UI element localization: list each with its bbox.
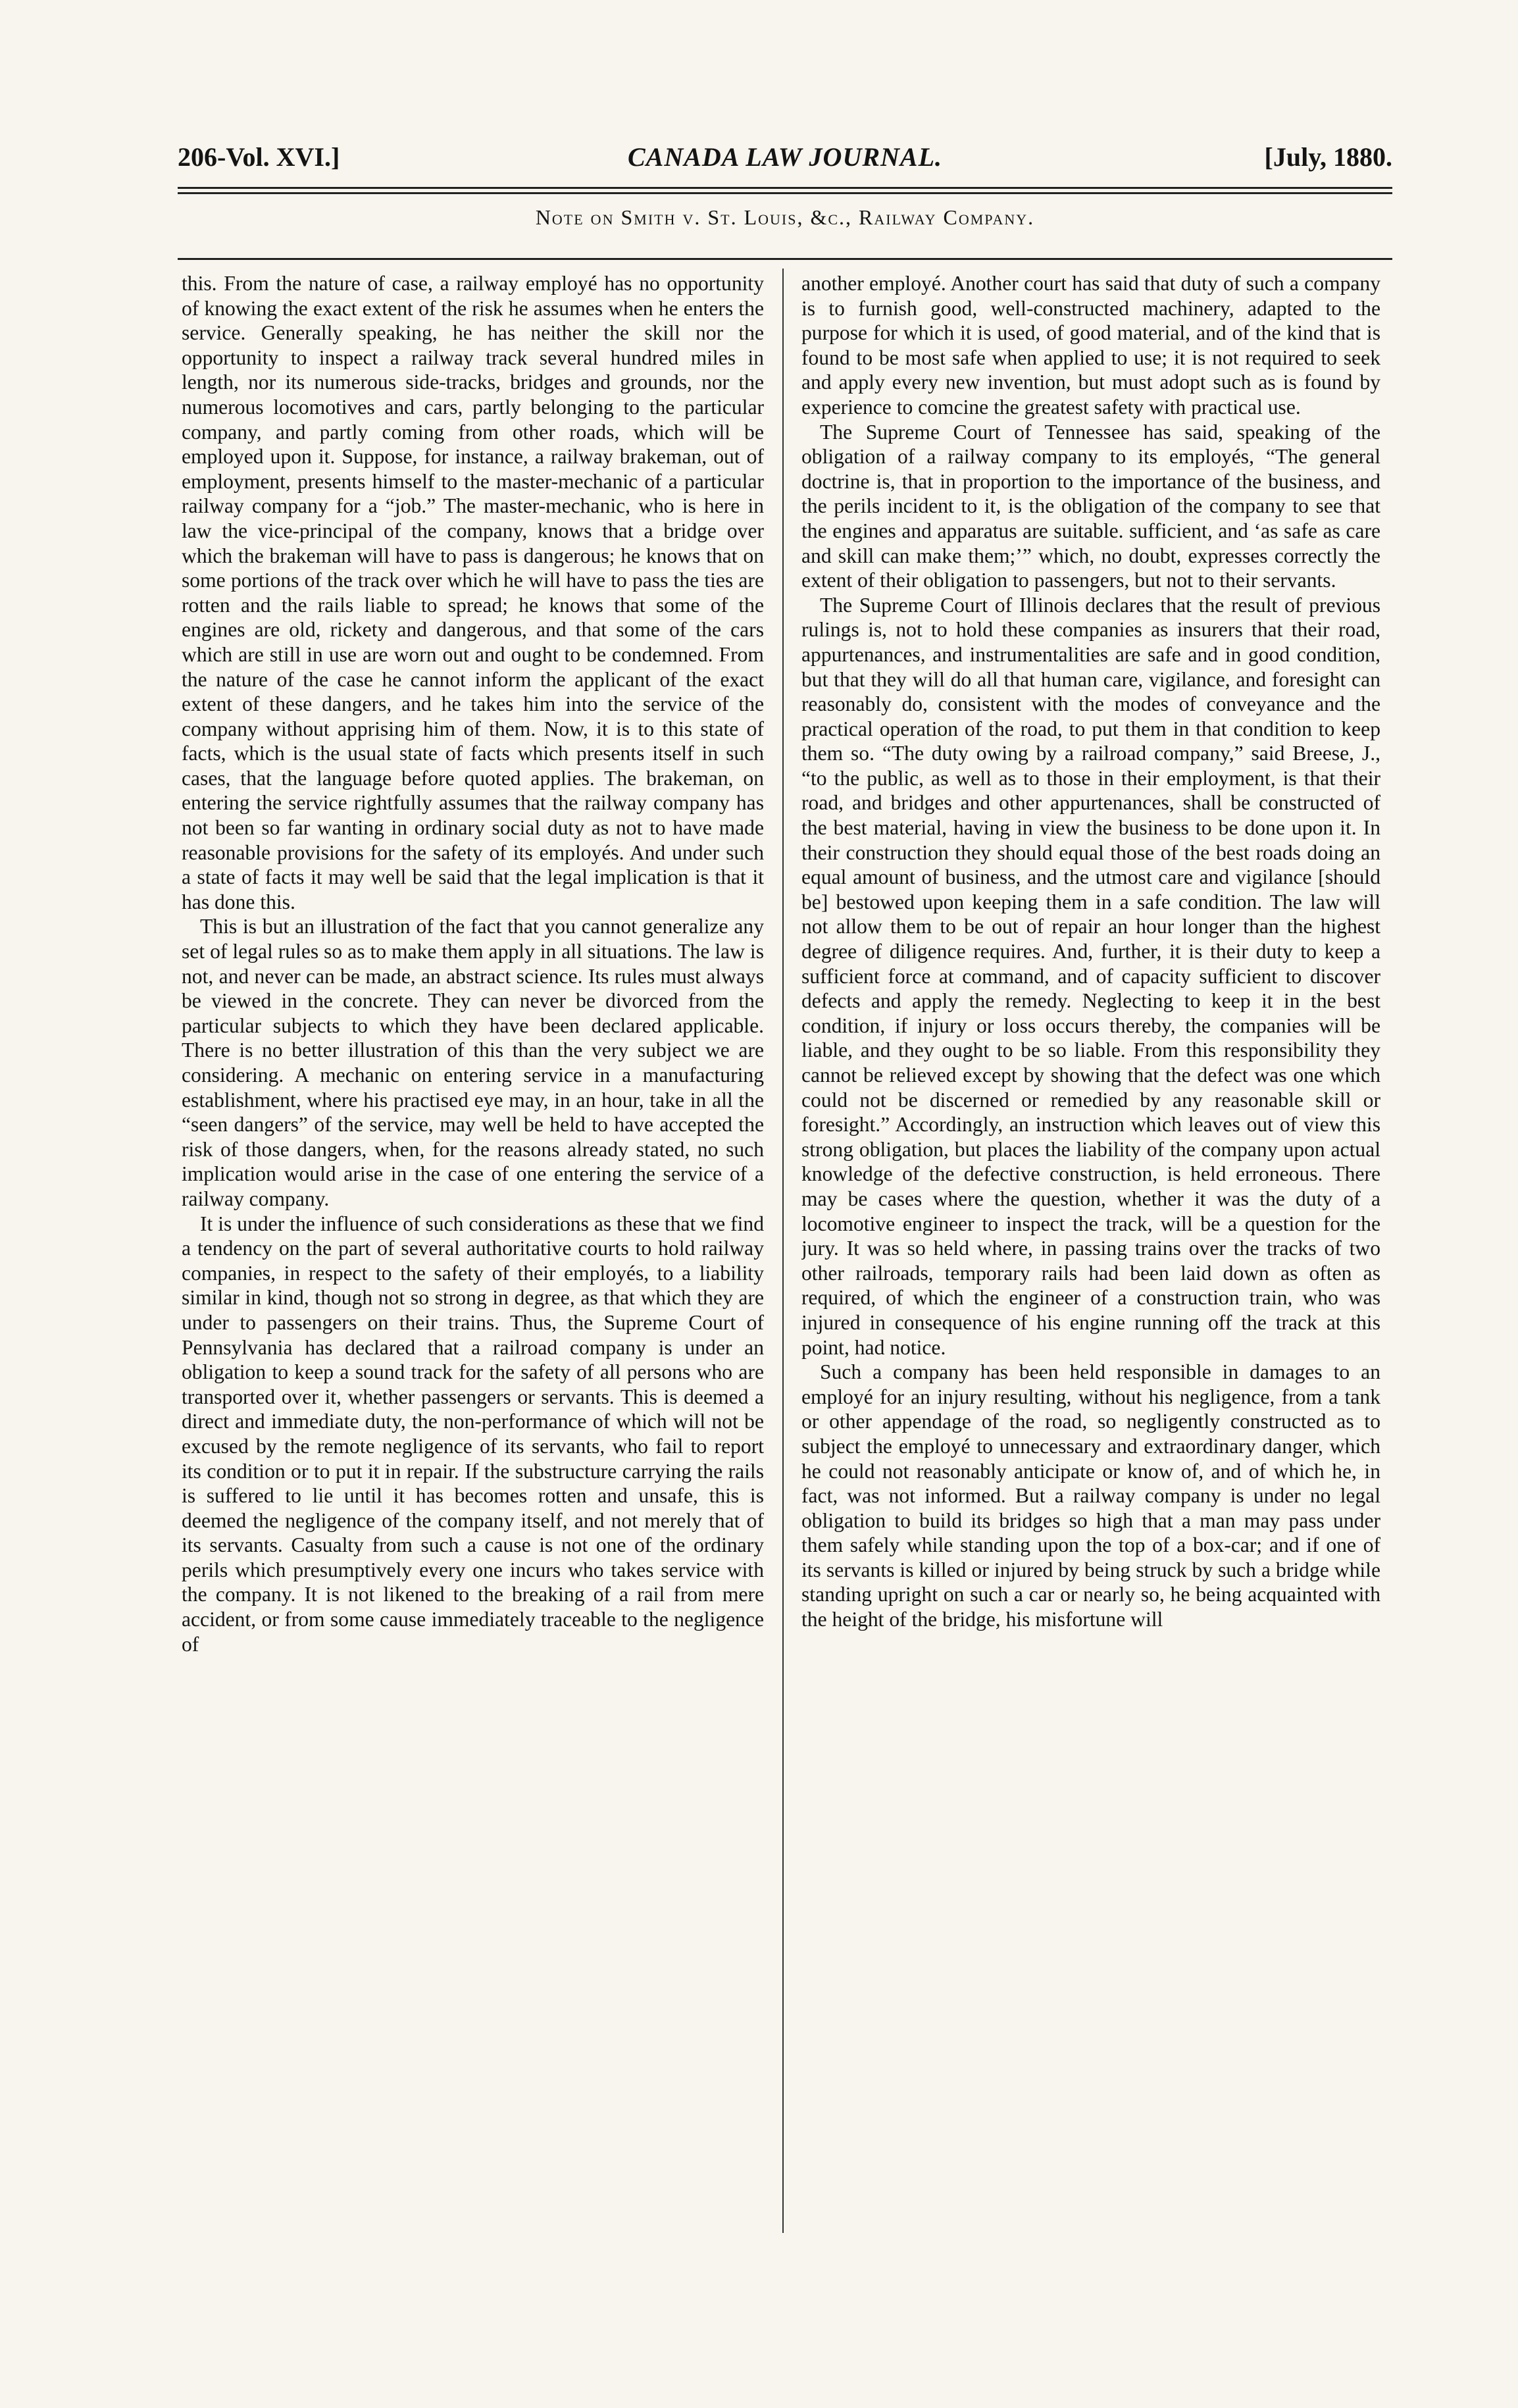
paragraph: The Supreme Court of Tennessee has said, speaking of the obligation of a railway company to its employés, “The general doctrine is, that in proportion to the importance of the business, and the perils incident to it, is the obligation of the company to see that the engines and apparatus are suitable. sufficient, and ‘as safe as care and skill can make them;’” which, no doubt, expresses correctly the extent of their obligation to passengers, but not to their servants. — [801, 420, 1380, 592]
paragraph: another employé. Another court has said that duty of such a company is to furnish good, well-constructed machinery, adapted to the purpose for which it is used, of good material, and of the kind that is found to be most safe when applied to use; it is not required to seek and apply every new invention, but must adopt such as is found by experience to comcine the greatest safety with practical use. — [801, 272, 1380, 419]
left-column — [182, 271, 764, 2245]
header-rule-top — [178, 187, 1392, 189]
paragraph: this. From the nature of case, a railway employé has no opportunity of knowing the exact extent of the risk he assumes when he enters the service. Generally speaking, he has neither the skill nor the opportunity to inspect a railway track several hundred miles in length, nor its numerous side-tracks, bridges and grounds, nor the numerous locomotives and cars, partly belonging to the particular company, and partly coming from other roads, which will be employed upon it. Suppose, for instance, a railway brakeman, out of employment, presents himself to the master-mechanic of a particular railway company for a “job.” The master-mechanic, who is here in law the vice-principal of the company, knows that a bridge over which the brakeman will have to pass is dangerous; he knows that on some portions of the track over which he will have to pass the ties are rotten and the rails liable to spread; he knows that some of the engines are old, rickety and dangerous, and that some of the cars which are still in use are worn out and ought to be condemned. From the nature of the case he cannot inform the applicant of the exact extent of these dangers, and he takes him into the service of the company without apprising him of them. Now, it is to this state of facts, which is the usual state of facts which presents itself in such cases, that the language before quoted applies. The brakeman, on entering the service rightfully assumes that the railway company has not been so far wanting in ordinary social duty as not to have made reasonable provisions for the safety of its employés. And under such a state of facts it may well be said that the legal implication is that it has done this. — [182, 272, 764, 913]
column-divider — [782, 269, 784, 2233]
journal-title: CANADA LAW JOURNAL. — [627, 142, 943, 172]
page-header — [178, 141, 1392, 181]
paragraph: It is under the influence of such considerations as these that we find a tendency on the part of several authoritative courts to hold railway companies, in respect to the safety of their employés, to a liability similar in kind, though not so strong in degree, as that which they are under to passengers on their trains. Thus, the Supreme Court of Pennsylvania has declared that a railroad company is under an obligation to keep a sound track for the safety of all persons who are transported over it, whether passengers or servants. This is deemed a direct and immediate duty, the non-performance of which will not be excused by the remote negligence of its servants, who fail to report its condition or to put it in repair. If the substructure carrying the rails is suffered to lie until it has becomes rotten and unsafe, this is deemed the negligence of the company itself, and not merely that of its servants. Casualty from such a cause is not one of the ordinary perils which presumptively every one incurs who takes service with the company. It is not likened to the breaking of a rail from mere accident, or from some cause immediately traceable to the negligence of — [182, 1212, 764, 1656]
issue-date: [July, 1880. — [1264, 142, 1392, 172]
paragraph: The Supreme Court of Illinois declares that the result of previous rulings is, not to hold these companies as insurers that their road, appurtenances, and instrumentalities are safe and in good condition, but that they will do all that human care, vigilance, and foresight can reasonably do, consistent with the modes of conveyance and the practical operation of the road, to put them in that condition to keep them so. “The duty owing by a railroad company,” said Breese, J., “to the public, as well as to those in their employment, is that their road, and bridges and other appurtenances, shall be constructed of the best material, having in view the business to be done upon it. In their construction they should equal those of the best roads doing an equal amount of business, and the utmost care and vigilance [should be] bestowed upon keeping them in a safe condition. The law will not allow them to be out of repair an hour longer than the highest degree of diligence requires. And, further, it is their duty to keep a sufficient force at command, and of capacity sufficient to discover defects and apply the remedy. Neglecting to keep it in the best condition, if injury or loss occurs thereby, the companies will be liable, and they ought to be so liable. From this responsibility they cannot be relieved except by showing that the defect was one which could not be discerned or remedied by any reasonable skill or foresight.” Accordingly, an instruction which leaves out of view this strong obligation, but places the liability of the company upon actual knowledge of the defective construction, is held erroneous. There may be cases where the question, whether it was the duty of a locomotive engineer to inspect the track, will be a question for the jury. It was so held where, in passing trains over the tracks of two other railroads, temporary rails had been laid down as often as required, of which the engineer of a construction train, who was injured in consequence of his engine running off the track at this point, had notice. — [801, 593, 1380, 1359]
page-volume: 206-Vol. XVI.] — [178, 142, 340, 172]
right-column — [801, 271, 1380, 2245]
header-rule-bottom — [178, 192, 1392, 194]
article-title: Note on Smith v. St. Louis, &c., Railway Company. — [535, 205, 1035, 229]
title-rule — [178, 258, 1392, 260]
paragraph: Such a company has been held responsible in damages to an employé for an injury resulting, without his negligence, from a tank or other appendage of the road, so negligently constructed as to subject the employé to unnecessary and extraordinary danger, which he could not reasonably anticipate or know of, and of which he, in fact, was not informed. But a railway company is under no legal obligation to build its bridges so high that a man may pass under them safely while standing upon the top of a box-car; and if one of its servants is killed or injured by being struck by such a bridge while standing upright on such a car or nearly so, he being acquainted with the height of the bridge, his misfortune will — [801, 1360, 1380, 1631]
paragraph: This is but an illustration of the fact that you cannot generalize any set of legal rules so as to make them apply in all situations. The law is not, and never can be made, an abstract science. Its rules must always be viewed in the concrete. They can never be divorced from the particular subjects to which they have been declared applicable. There is no better illustration of this than the very subject we are considering. A mechanic on entering service in a manufacturing establishment, where his practised eye may, in an hour, take in all the “seen dangers” of the service, may well be held to have accepted the risk of those dangers, when, for the reasons already stated, no such implication would arise in the case of one entering the service of a railway company. — [182, 915, 764, 1210]
